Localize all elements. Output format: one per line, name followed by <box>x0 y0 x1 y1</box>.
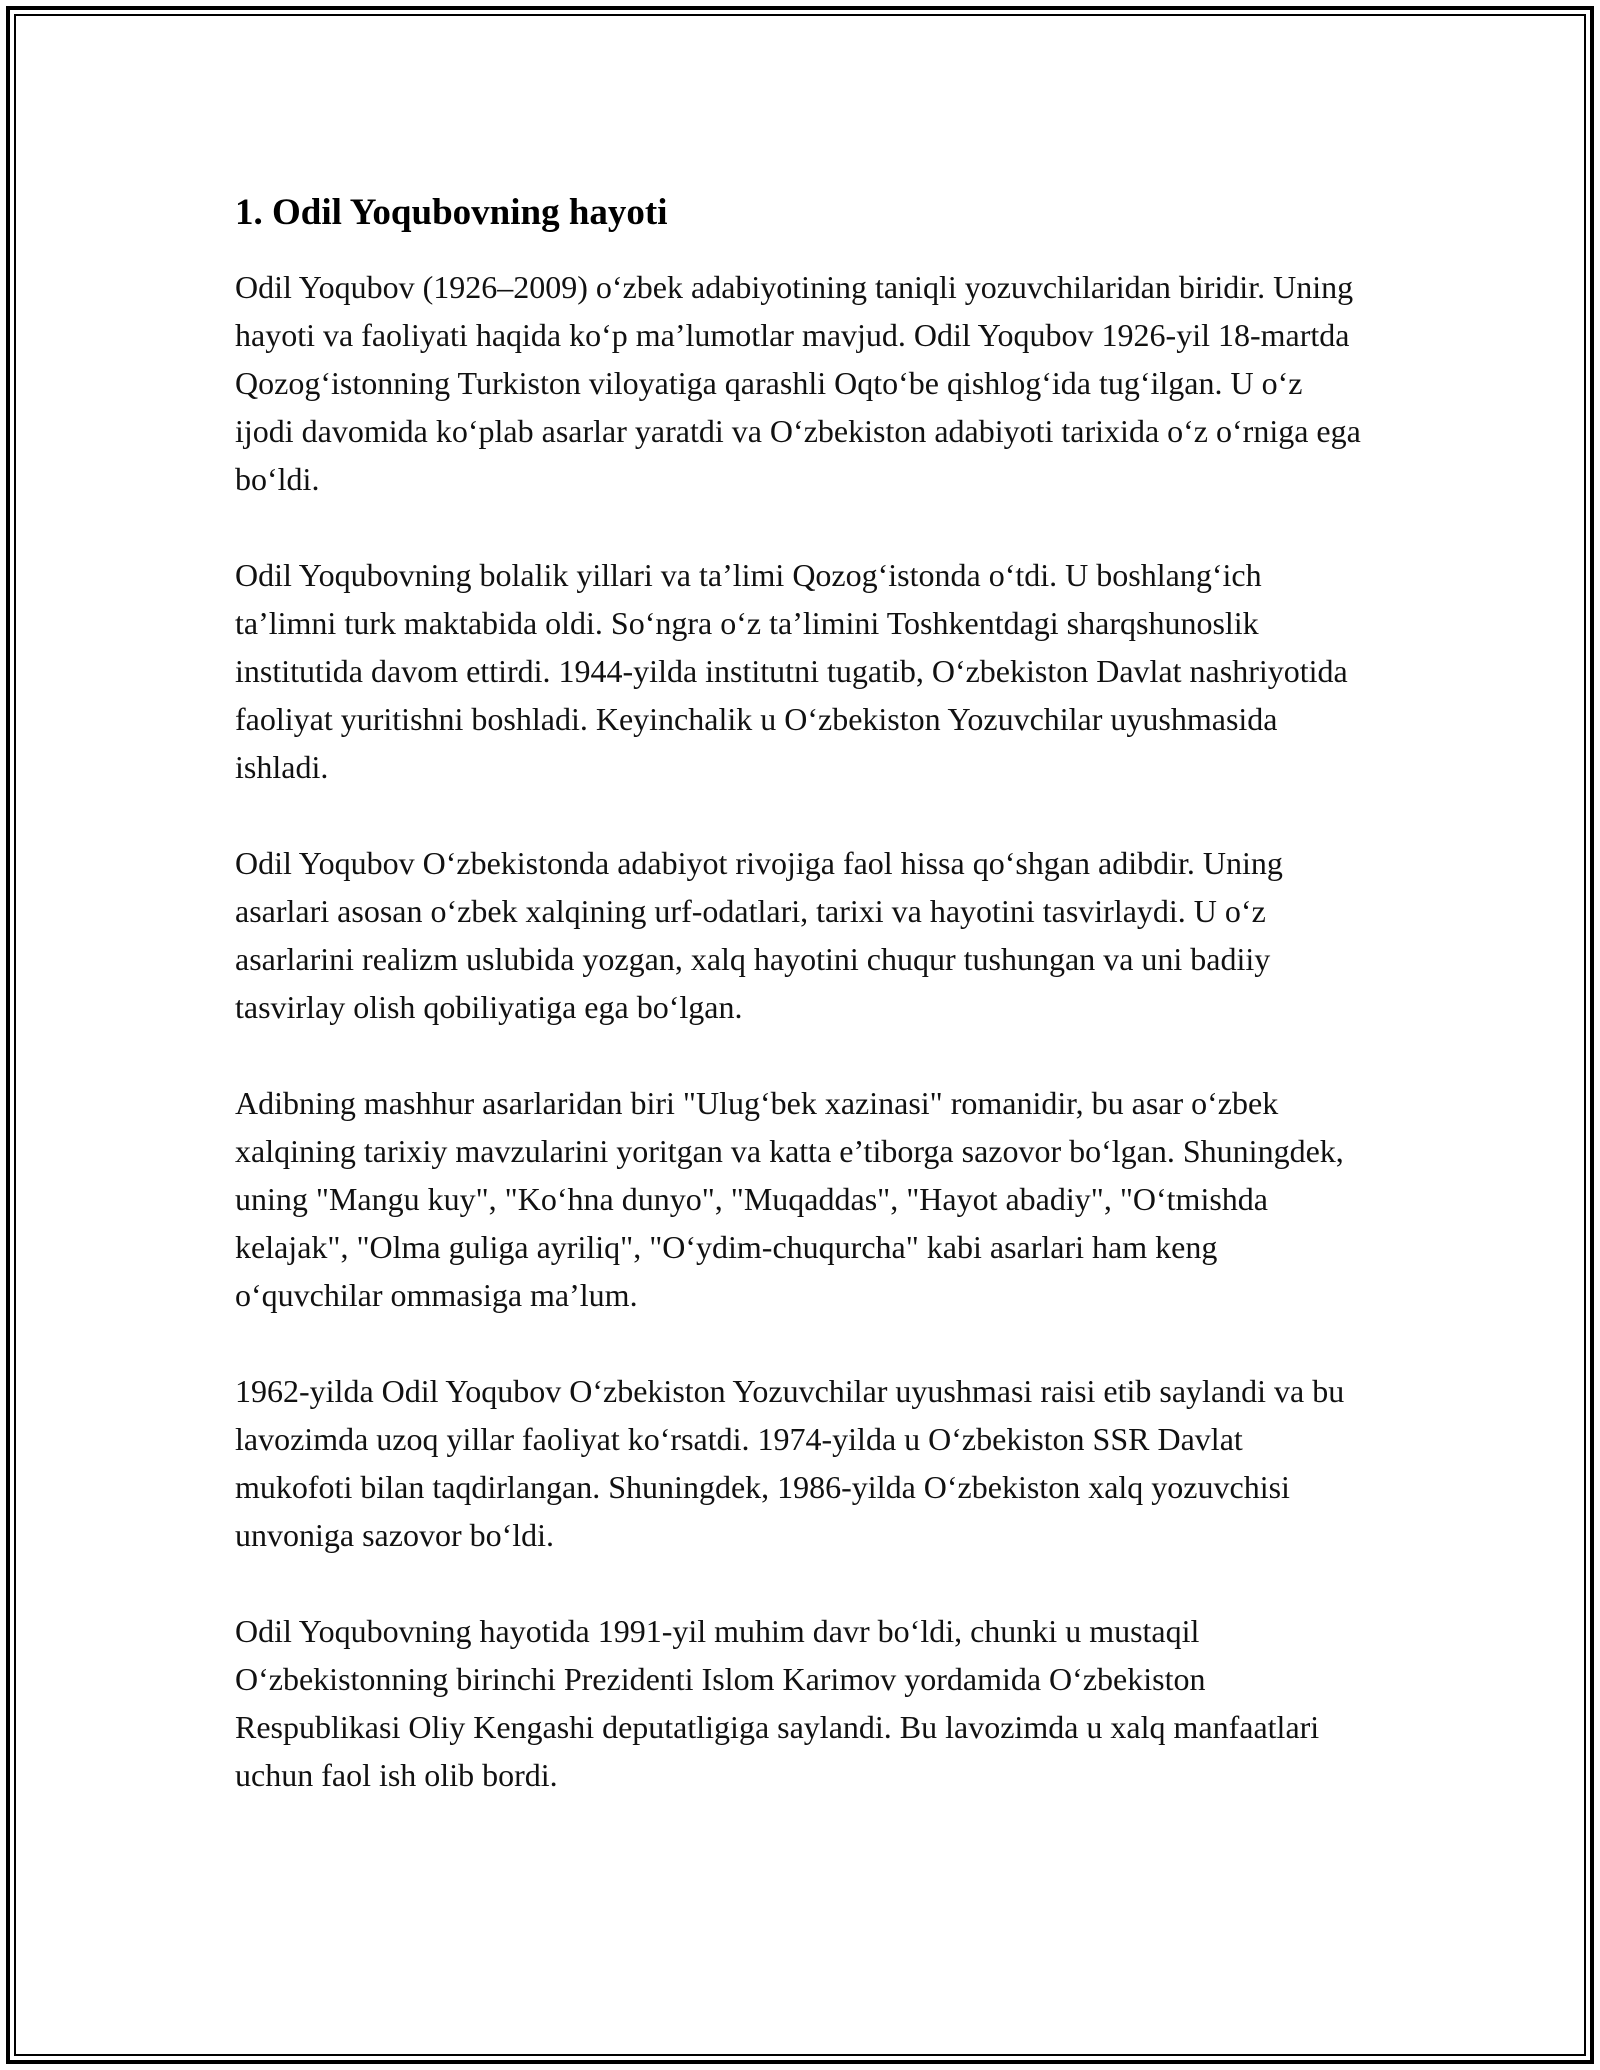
paragraph-famous-works: Adibning mashhur asarlaridan biri "Ulug‘bek xazinasi" romanidir, bu asar o‘zbek xalqining tarixiy mavzularini yoritgan va katta e’tiborga sazovor bo‘lgan. Shuningdek, uning "Mangu kuy", "Ko‘hna dunyo", "Muqaddas", "Hayot abadiy", "O‘tmishda kelajak", "Olma guliga ayriliq", "O‘ydim-chuqurcha" kabi asarlari ham keng o‘quvchilar ommasiga ma’lum. <box>235 1085 1344 1313</box>
section-heading: 1. Odil Yoqubovning hayoti <box>235 192 668 233</box>
paragraph-literary-style: Odil Yoqubov O‘zbekistonda adabiyot rivojiga faol hissa qo‘shgan adibdir. Uning asarlari asosan o‘zbek xalqining urf-odatlari, tarixi va hayotini tasvirlaydi. U o‘z asarlarini realizm uslubida yozgan, xalq hayotini chuqur tushungan va uni badiiy tasvirlay olish qobiliyatiga ega bo‘lgan. <box>235 845 1283 1025</box>
paragraph-1991: Odil Yoqubovning hayotida 1991-yil muhim davr bo‘ldi, chunki u mustaqil O‘zbekistonning birinchi Prezidenti Islom Karimov yordamida O‘zbekiston Respublikasi Oliy Kengashi deputatligiga saylandi. Bu lavozimda u xalq manfaatlari uchun faol ish olib bordi. <box>235 1613 1320 1793</box>
paragraph-birth: Odil Yoqubov (1926–2009) o‘zbek adabiyotining taniqli yozuvchilaridan biridir. Uning hayoti va faoliyati haqida ko‘p ma’lumotlar mavjud. Odil Yoqubov 1926-yil 18-martda Qozog‘istonning Turkiston viloyatiga qarashli Oqto‘be qishlog‘ida tug‘ilgan. U o‘z ijodi davomida ko‘plab asarlar yaratdi va O‘zbekiston adabiyoti tarixida o‘z o‘rniga ega bo‘ldi. <box>235 269 1361 497</box>
document-content <box>235 185 1365 1799</box>
paragraph-education: Odil Yoqubovning bolalik yillari va ta’limi Qozog‘istonda o‘tdi. U boshlang‘ich ta’limni turk maktabida oldi. So‘ngra o‘z ta’limini Toshkentdagi sharqshunoslik institutida davom ettirdi. 1944-yilda institutni tugatib, O‘zbekiston Davlat nashriyotida faoliyat yuritishni boshladi. Keyinchalik u O‘zbekiston Yozuvchilar uyushmasida ishladi. <box>235 557 1348 785</box>
paragraph-awards: 1962-yilda Odil Yoqubov O‘zbekiston Yozuvchilar uyushmasi raisi etib saylandi va bu lavozimda uzoq yillar faoliyat ko‘rsatdi. 1974-yilda u O‘zbekiston SSR Davlat mukofoti bilan taqdirlangan. Shuningdek, 1986-yilda O‘zbekiston xalq yozuvchisi unvoniga sazovor bo‘ldi. <box>235 1373 1345 1553</box>
